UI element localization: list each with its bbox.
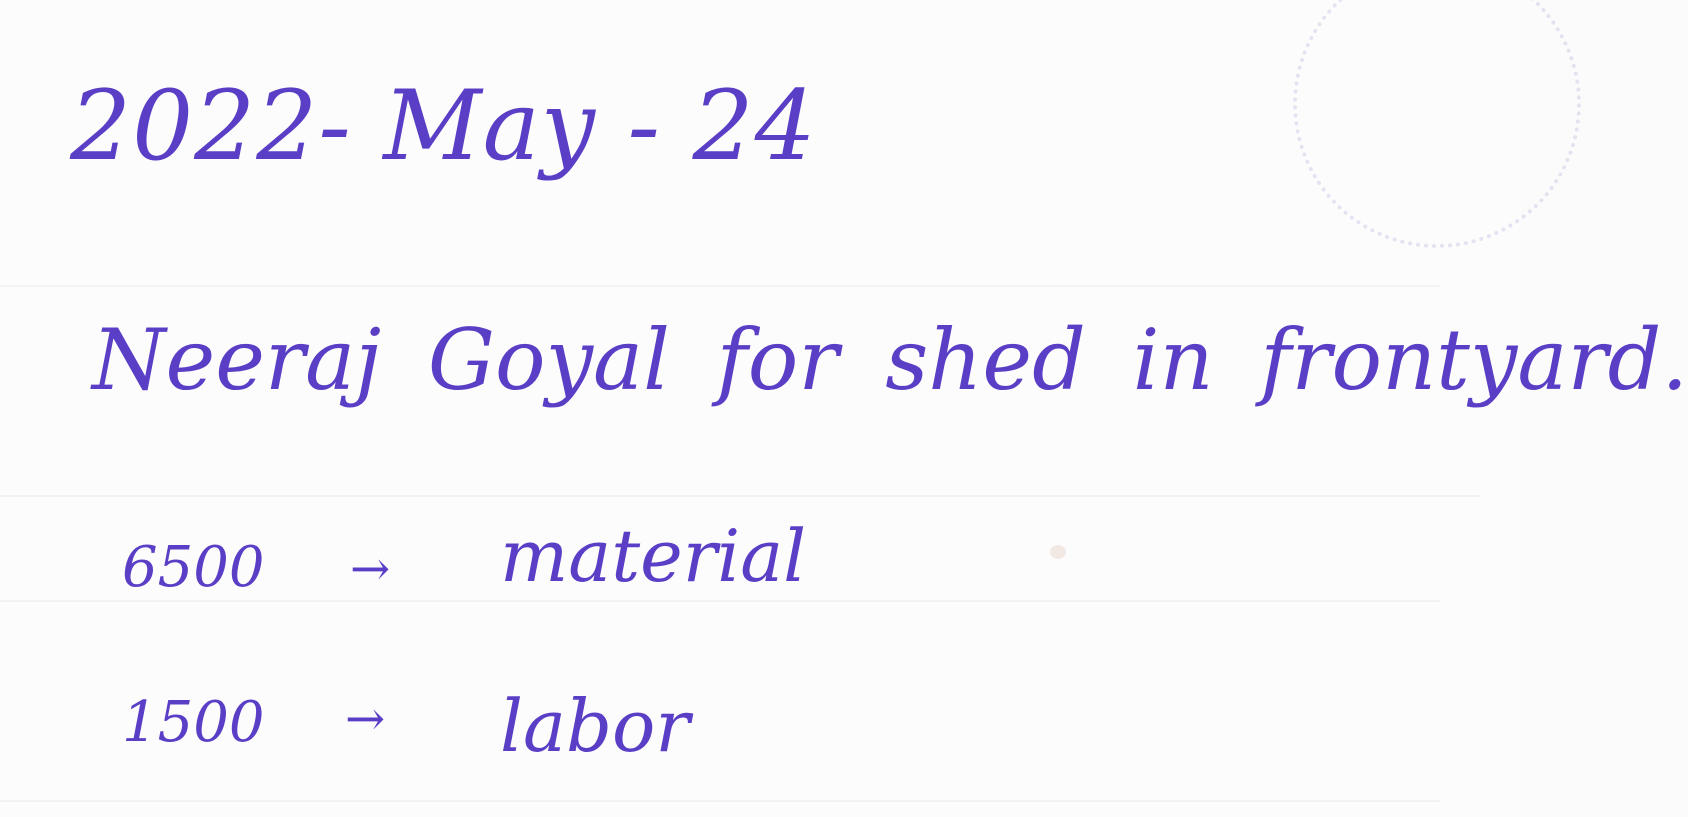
arrow-icon: → (345, 691, 386, 747)
arrow-icon: → (350, 541, 391, 597)
bleed-line (0, 600, 1440, 602)
item-amount: 6500 (122, 535, 265, 600)
bleed-line (0, 495, 1480, 497)
faded-stamp (1293, 0, 1581, 248)
item-amount: 1500 (122, 690, 265, 755)
ink-spot (1050, 545, 1066, 559)
bleed-line (0, 285, 1440, 287)
item-label: labor (500, 684, 690, 768)
note-description: Neeraj Goyal for shed in frontyard. (92, 311, 1688, 409)
item-label: material (500, 514, 807, 598)
bleed-line (0, 800, 1440, 802)
note-date: 2022- May - 24 (70, 70, 817, 182)
